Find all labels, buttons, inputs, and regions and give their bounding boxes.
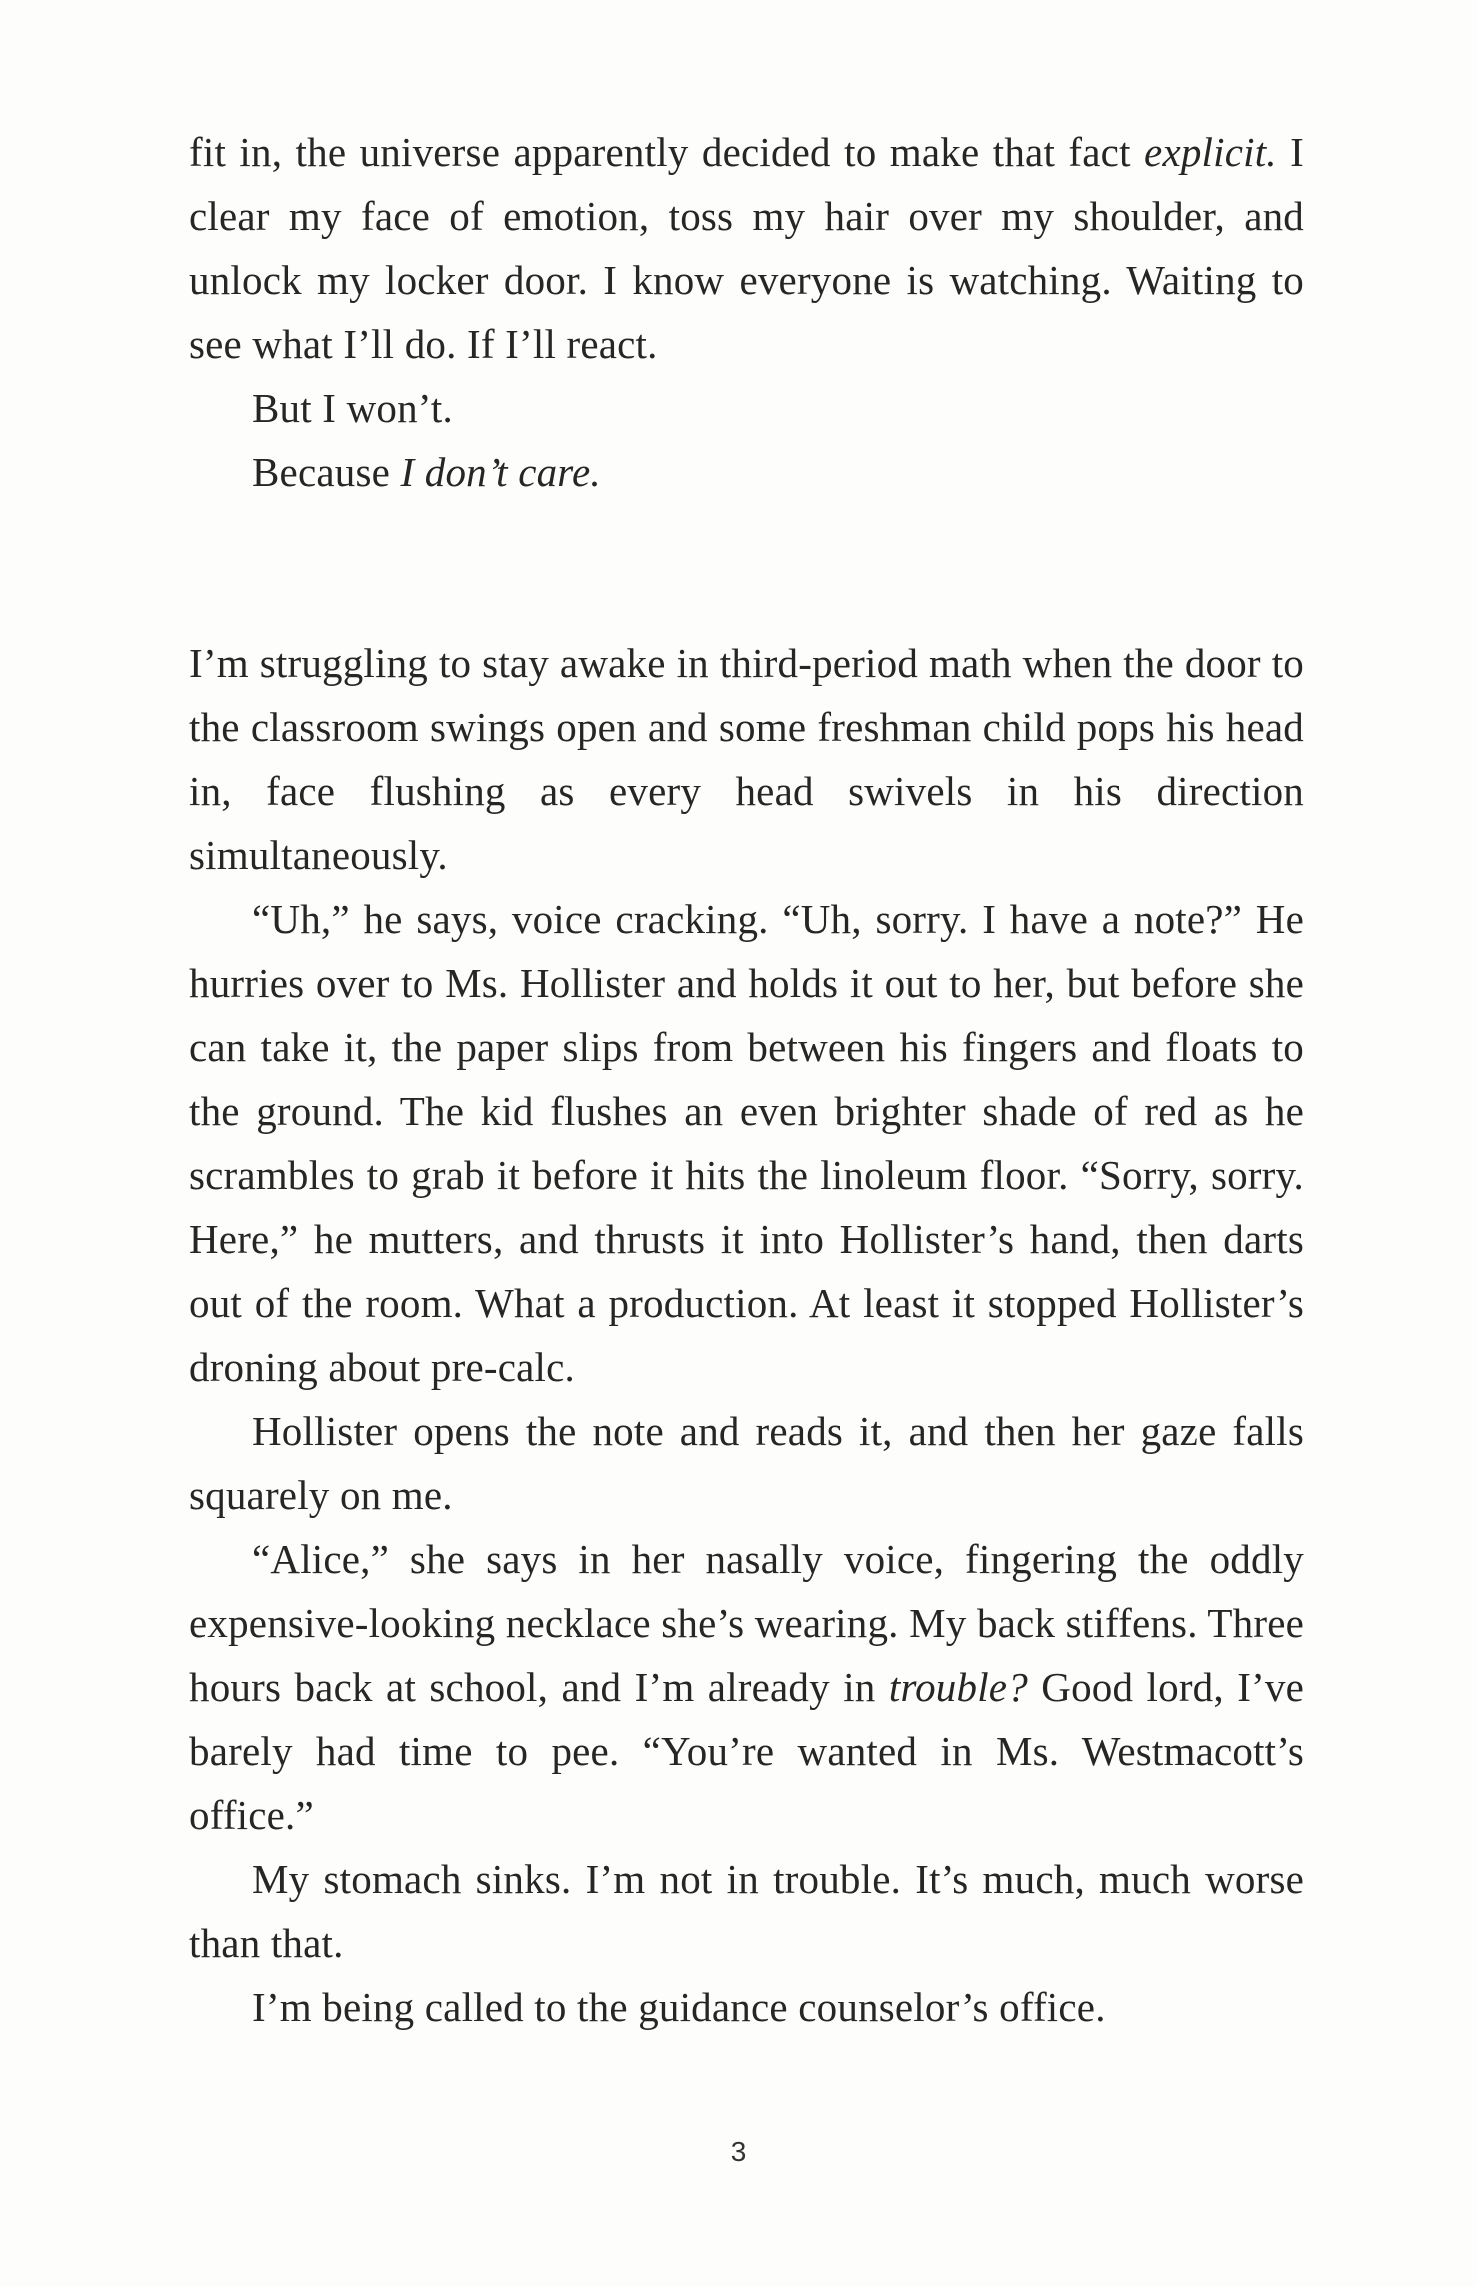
paragraph: But I won’t. [252,385,453,431]
section-continuation [189,120,1304,504]
paragraph: My stomach sinks. I’m not in trouble. It’s much, much worse than that. [189,1856,1304,1966]
section-new-scene [189,631,1304,2039]
paragraph: Hollister opens the note and reads it, and then her gaze falls squarely on me. [189,1408,1304,1518]
emphasis-text: trouble? [888,1664,1028,1710]
paragraph-text: fit in, the universe apparently decided to make that fact [189,129,1145,175]
paragraph [189,1527,1304,1847]
paragraph-text: I clear my face of emotion, toss my hair over my shoulder, and unlock my locker door. I know everyone is watching. Waiting to see what I’ll do. If I’ll react. [189,129,1304,367]
paragraph-text: “Alice,” she says in her nasally voice, fingering the oddly expensive-looking necklace she’s wearing. My back stiffens. Three hours back at school, and I’m already in [189,1536,1304,1710]
paragraph-text: Good lord, I’ve barely had time to pee. “You’re wanted in Ms. Westmacott’s office.” [189,1664,1305,1838]
paragraph [189,440,1304,504]
paragraph: “Uh,” he says, voice cracking. “Uh, sorry. I have a note?” He hurries over to Ms. Hollister and holds it out to her, but before she can take it, the paper slips from between his fingers and floats to the ground. The kid flushes an even brighter shade of red as he scrambles to grab it before it hits the linoleum floor. “Sorry, sorry. Here,” he mutters, and thrusts it into Hollister’s hand, then darts out of the room. What a production. At least it stopped Hollister’s droning about pre-calc. [189,896,1304,1390]
paragraph: I’m being called to the guidance counselor’s office. [252,1984,1106,2030]
emphasis-text: I don’t care. [400,449,601,495]
emphasis-text: explicit. [1144,129,1277,175]
paragraph [189,120,1304,376]
paragraph: I’m struggling to stay awake in third-period math when the door to the classroom swings open and some freshman child pops his head in, face flushing as every head swivels in his direction simultaneously. [189,640,1304,878]
paragraph-text: Because [252,449,401,495]
page-number: 3 [730,2136,747,2167]
